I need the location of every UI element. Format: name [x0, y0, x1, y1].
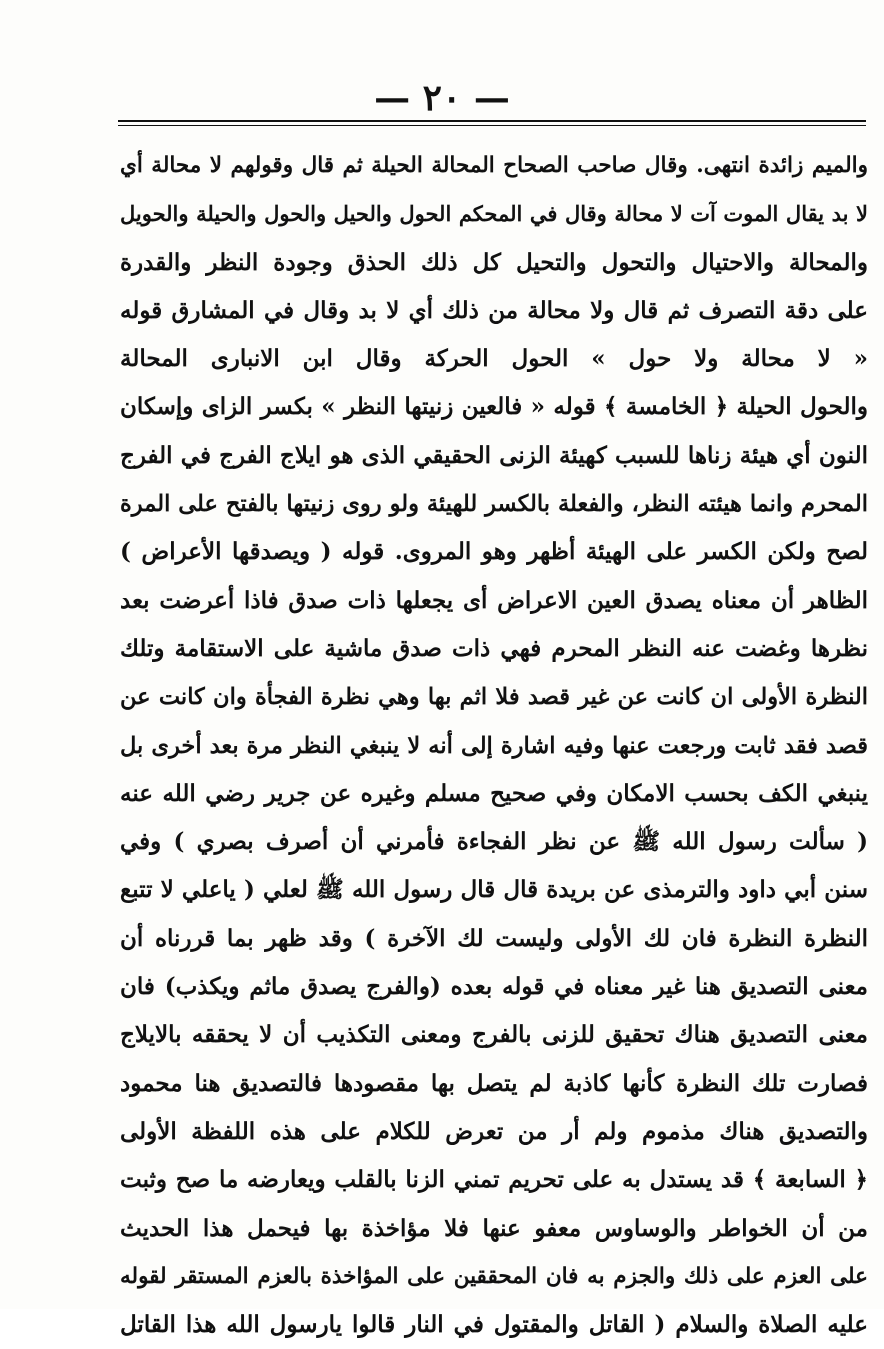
text-line: النون أي هيئة زناها للسبب كهيئة الزنى الحقيقي الذى هو ايلاج الفرج في الفرج	[120, 441, 868, 469]
text-line: قصد فقد ثابت ورجعت عنها وفيه اشارة إلى أنه لا ينبغي النظر مرة بعد أخرى بل	[120, 732, 868, 759]
text-line: والميم زائدة انتهى. وقال صاحب الصحاح المحالة الحيلة ثم قال وقولهم لا محالة أي	[120, 153, 868, 178]
text-line: على العزم على ذلك والجزم به فان المحققين على المؤاخذة بالعزم المستقر لقوله	[120, 1263, 868, 1289]
text-line: النظرة النظرة فان لك الأولى وليست لك الآخرة ) وقد ظهر بما قررناه أن	[120, 924, 868, 952]
text-line: ﴿ السابعة ﴾ قد يستدل به على تحريم تمني الزنا بالقلب ويعارضه ما صح وثبت	[120, 1166, 868, 1194]
page-number: — ٢٠ —	[374, 77, 510, 119]
text-line: المحرم وانما هيئته النظر، والفعلة بالكسر للهيئة ولو روى زنيتها بالفتح على المرة	[120, 491, 868, 518]
text-line: النظرة الأولى ان كانت عن غير قصد فلا اثم بها وهي نظرة الفجأة وان كانت عن	[120, 684, 868, 711]
text-line: « لا محالة ولا حول » الحول الحركة وقال ابن الانبارى المحالة	[120, 345, 868, 373]
text-line: لصح ولكن الكسر على الهيئة أظهر وهو المروى. قوله ( ويصدقها الأعراض )	[120, 538, 868, 566]
text-line: والحول الحيلة ﴿ الخامسة ﴾ قوله « فالعين زنيتها النظر » بكسر الزاى وإسكان	[120, 393, 868, 421]
text-line: والمحالة والاحتيال والتحول والتحيل كل ذلك الحذق وجودة النظر والقدرة	[120, 248, 868, 276]
text-line: على دقة التصرف ثم قال ولا محالة من ذلك أي لا بد وقال في المشارق قوله	[120, 296, 868, 324]
text-line: من أن الخواطر والوساوس معفو عنها فلا مؤاخذة بها فيحمل هذا الحديث	[120, 1214, 868, 1242]
text-line: الظاهر أن معناه يصدق العين الاعراض أى يجعلها ذات صدق فاذا أعرضت بعد	[120, 586, 868, 614]
text-line: فصارت تلك النظرة كأنها كاذبة لم يتصل بها مقصودها فالتصديق هنا محمود	[120, 1069, 868, 1097]
text-line: ينبغي الكف بحسب الامكان وفي صحيح مسلم وغيره عن جرير رضي الله عنه	[120, 779, 868, 807]
text-line: لا بد يقال الموت آت لا محالة وقال في المحكم الحول والحيل والحول والحيلة والحويل	[120, 201, 868, 227]
text-line: معنى التصديق هناك تحقيق للزنى بالفرج ومعنى التكذيب أن لا يحققه بالايلاج	[120, 1021, 868, 1049]
text-line: سنن أبي داود والترمذى عن بريدة قال قال رسول الله ﷺ لعلي ( ياعلي لا تتبع	[120, 876, 868, 904]
header-rule	[118, 120, 866, 122]
body-text	[120, 142, 868, 1349]
text-line: ( سألت رسول الله ﷺ عن نظر الفجاءة فأمرني أن أصرف بصري ) وفي	[120, 828, 868, 856]
text-line: نظرها وغضت عنه النظر المحرم فهي ذات صدق ماشية على الاستقامة وتلك	[120, 634, 868, 662]
text-line: والتصديق هناك مذموم ولم أر من تعرض للكلام على هذه اللفظة الأولى	[120, 1117, 868, 1145]
text-line: عليه الصلاة والسلام ( القاتل والمقتول في النار قالوا يارسول الله هذا القاتل	[120, 1311, 868, 1339]
header-rule-thin	[118, 125, 866, 126]
text-line: معنى التصديق هنا غير معناه في قوله بعده (والفرج يصدق ماثم ويكذب) فان	[120, 973, 868, 1001]
